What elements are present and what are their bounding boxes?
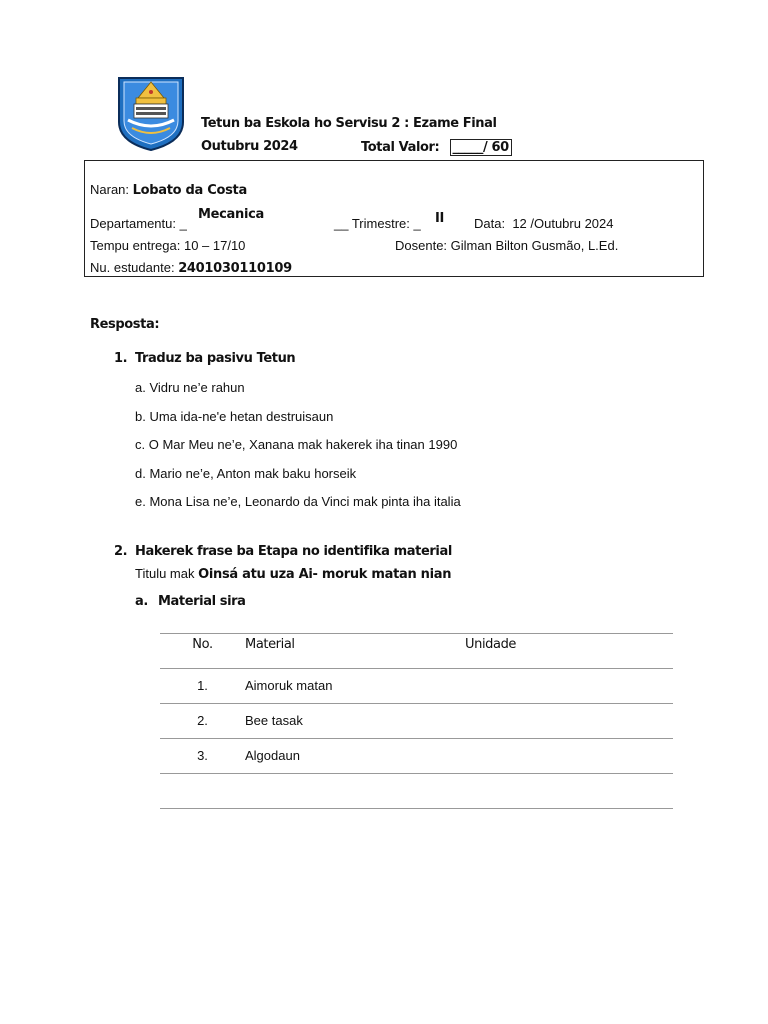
row-unidade (465, 704, 673, 713)
row-unidade (465, 774, 673, 783)
departamentu-label: Departamentu: _ (90, 216, 187, 231)
total-label: Total Valor: (361, 140, 440, 155)
trimestre-label: Trimestre: (351, 216, 410, 231)
row-unidade (465, 669, 673, 678)
q1-title: Traduz ba pasivu Tetun (135, 351, 296, 366)
q1-item-e: e. Mona Lisa ne’e, Leonardo da Vinci mak pinta iha italia (135, 494, 461, 509)
tempu-field (90, 238, 245, 253)
header-no: No. (192, 637, 213, 652)
school-logo (116, 76, 186, 152)
q1-item-c: c. O Mar Meu ne’e, Xanana mak hakerek iha tinan 1990 (135, 437, 458, 452)
table-header-row (160, 634, 673, 669)
q1-item-a: a. Vidru ne’e rahun (135, 380, 245, 395)
row-number: 1. (197, 678, 208, 693)
row-material (245, 774, 465, 783)
row-number: 3. (197, 748, 208, 763)
row-material: Algodaun (245, 748, 300, 763)
section-letter: a. (135, 594, 148, 609)
naran-label: Naran: (90, 182, 130, 197)
tempu-label: Tempu entrega: (90, 238, 181, 253)
materials-table (160, 633, 673, 809)
tempu-value: 10 – 17/10 (183, 238, 246, 253)
exam-month: Outubru 2024 (201, 139, 298, 154)
q1-item-d: d. Mario ne’e, Anton mak baku horseik (135, 466, 357, 481)
data-field (474, 216, 614, 231)
row-material: Aimoruk matan (245, 678, 333, 693)
data-label: Data: (474, 216, 506, 231)
table-row (160, 774, 673, 809)
row-unidade (465, 739, 673, 748)
score-box (450, 139, 512, 156)
dosente-field (395, 238, 618, 253)
estudante-field (90, 260, 292, 276)
q2-subtitle-value: Oinsá atu uza Ai- moruk matan nian (198, 567, 452, 582)
q1-number: 1. (114, 351, 128, 366)
q2-subtitle-prefix: Titulu mak (135, 566, 195, 581)
data-value: 12 /Outubru 2024 (512, 216, 614, 231)
exam-title: Tetun ba Eskola ho Servisu 2 : Ezame Final (201, 116, 497, 131)
table-row (160, 739, 673, 774)
score-blank: _____ (452, 140, 484, 155)
row-material: Bee tasak (245, 713, 303, 728)
dosente-label: Dosente: (395, 238, 448, 253)
table-row (160, 704, 673, 739)
trimestre-field: __ Trimestre: _ (334, 216, 421, 231)
naran-value: Lobato da Costa (132, 183, 247, 198)
q2-subtitle (135, 566, 451, 582)
resposta-heading: Resposta: (90, 317, 160, 332)
dosente-value: Gilman Bilton Gusmão, L.Ed. (450, 238, 619, 253)
table-row (160, 669, 673, 704)
q2-number: 2. (114, 544, 128, 559)
estudante-label: Nu. estudante: (90, 260, 175, 275)
header-unidade: Unidade (465, 637, 517, 652)
trimestre-value: II (435, 211, 445, 226)
q2-title: Hakerek frase ba Etapa no identifika material (135, 544, 452, 559)
header-material: Material (245, 637, 295, 652)
row-number (160, 774, 245, 783)
naran-field (90, 182, 247, 198)
estudante-value: 2401030110109 (178, 261, 292, 276)
total-value (361, 139, 512, 156)
score-total: / 60 (483, 140, 509, 155)
section-title: Material sira (158, 594, 246, 609)
row-number: 2. (197, 713, 208, 728)
q1-item-b: b. Uma ida-ne'e hetan destruisaun (135, 409, 334, 424)
departamentu-value: Mecanica (198, 207, 265, 222)
